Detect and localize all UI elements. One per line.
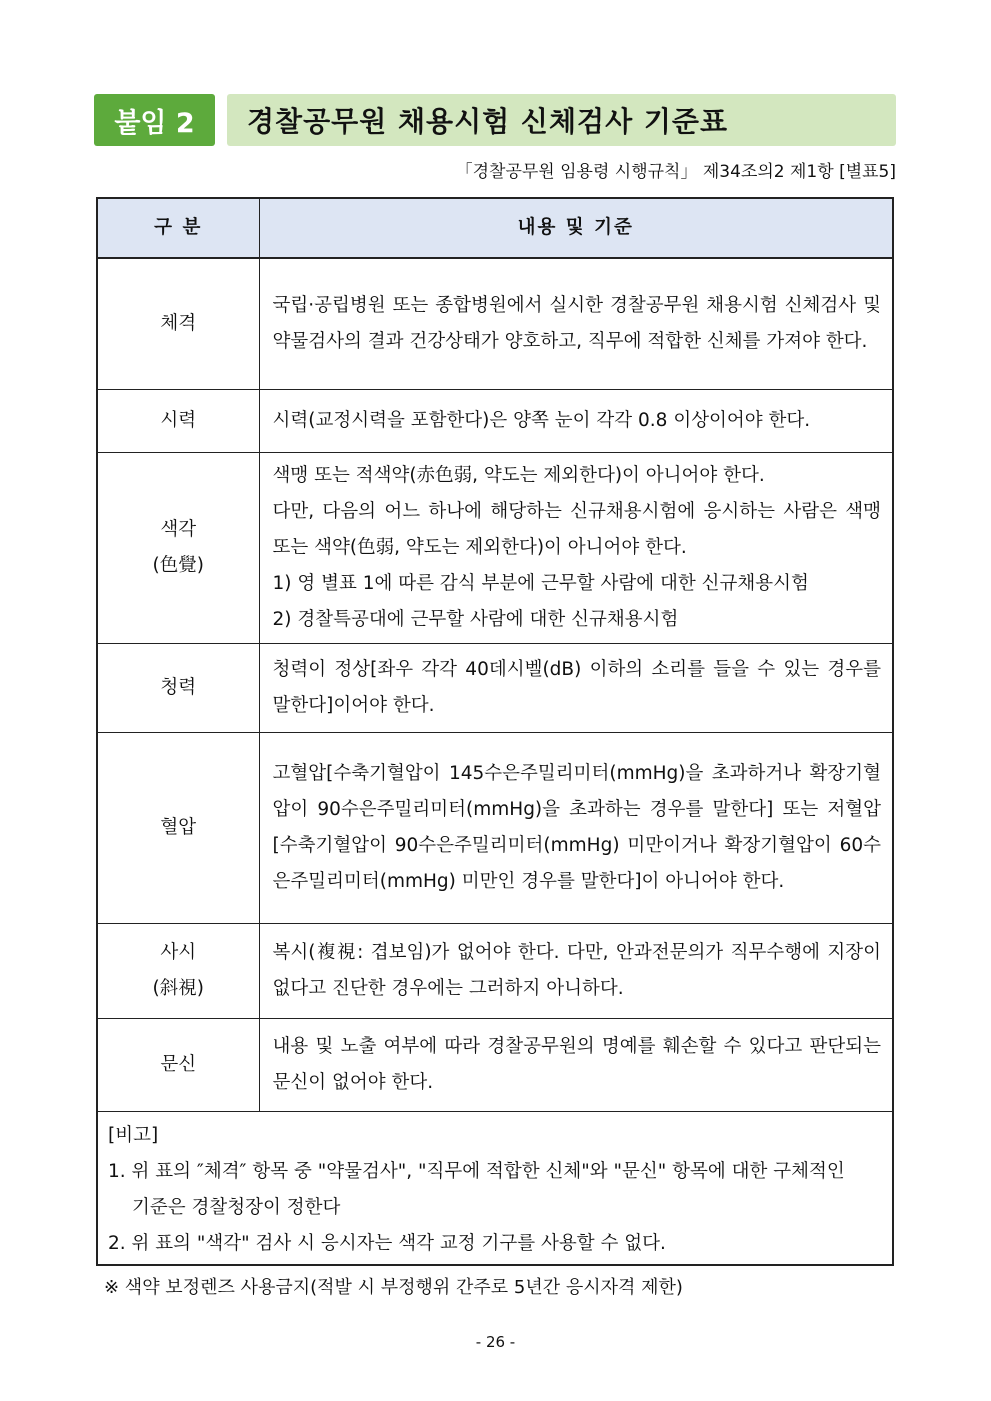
page-title: 경찰공무원 채용시험 신체검사 기준표 <box>247 105 729 138</box>
row-content: 색맹 또는 적색약(赤色弱, 약도는 제외한다)이 아니어야 한다. 다만, 다음의 어느 하나에 해당하는 신규채용시험에 응시하는 사람은 색맹 또는 색약(色弱, 약도는 제외한다)이 아니어야 한다. 1) 영 별표 1에 따른 감식 부분에 근무할 사람에 대한 신규채용시험 2) 경찰특공대에 근무할 사람에 대한 신규채용시험 <box>259 452 893 643</box>
physical-standards-table <box>96 197 894 1266</box>
note-item: 2. 위 표의 "색각" 검사 시 응시자는 색각 교정 기구를 사용할 수 없다. <box>108 1232 666 1254</box>
row-category: 시력 <box>97 389 259 452</box>
footnote: ※ 색약 보정렌즈 사용금지(적발 시 부정행위 간주로 5년간 응시자격 제한) <box>104 1277 683 1298</box>
row-content: 시력(교정시력을 포함한다)은 양쪽 눈이 각각 0.8 이상이어야 한다. <box>259 389 893 452</box>
attachment-tag: 붙임 2 <box>94 94 215 146</box>
row-category: 문신 <box>97 1018 259 1111</box>
row-category: 색각 (色覺) <box>97 452 259 643</box>
row-category: 체격 <box>97 258 259 389</box>
column-header-content: 내용 및 기준 <box>259 198 893 258</box>
notes-heading: [비고] <box>108 1124 159 1146</box>
row-content: 고혈압[수축기혈압이 145수은주밀리미터(mmHg)을 초과하거나 확장기혈압이 90수은주밀리미터(mmHg)을 초과하는 경우를 말한다] 또는 저혈압[수축기혈압이 90수은주밀리미터(mmHg) 미만이거나 확장기혈압이 60수은주밀리미터(mmHg) 미만인 경우를 말한다]이 아니어야 한다. <box>259 732 893 923</box>
row-category: 혈압 <box>97 732 259 923</box>
table-row <box>97 732 893 923</box>
row-content: 복시(複視: 겹보임)가 없어야 한다. 다만, 안과전문의가 직무수행에 지장이 없다고 진단한 경우에는 그러하지 아니하다. <box>259 923 893 1018</box>
table-header-row <box>97 198 893 258</box>
note-item-continuation: 기준은 경찰청장이 정한다 <box>132 1196 341 1218</box>
title-row <box>94 94 896 146</box>
notes-cell <box>97 1111 893 1265</box>
table-row <box>97 643 893 732</box>
table-row <box>97 452 893 643</box>
table-row <box>97 1018 893 1111</box>
row-content: 내용 및 노출 여부에 따라 경찰공무원의 명예를 훼손할 수 있다고 판단되는 문신이 없어야 한다. <box>259 1018 893 1111</box>
legal-source: 「경찰공무원 임용령 시행규칙」 제34조의2 제1항 [별표5] <box>455 162 896 182</box>
table-row <box>97 923 893 1018</box>
notes-row <box>97 1111 893 1265</box>
row-content: 국립·공립병원 또는 종합병원에서 실시한 경찰공무원 채용시험 신체검사 및 약물검사의 결과 건강상태가 양호하고, 직무에 적합한 신체를 가져야 한다. <box>259 258 893 389</box>
table-row <box>97 258 893 389</box>
row-content: 청력이 정상[좌우 각각 40데시벨(dB) 이하의 소리를 들을 수 있는 경우를 말한다]이어야 한다. <box>259 643 893 732</box>
table-row <box>97 389 893 452</box>
page-number: - 26 - <box>475 1333 516 1351</box>
row-category: 사시 (斜視) <box>97 923 259 1018</box>
row-category: 청력 <box>97 643 259 732</box>
note-item: 1. 위 표의 ″체격″ 항목 중 "약물검사", "직무에 적합한 신체"와 "문신" 항목에 대한 구체적인 <box>108 1160 845 1182</box>
column-header-category: 구 분 <box>97 198 259 258</box>
title-bar <box>227 94 896 146</box>
